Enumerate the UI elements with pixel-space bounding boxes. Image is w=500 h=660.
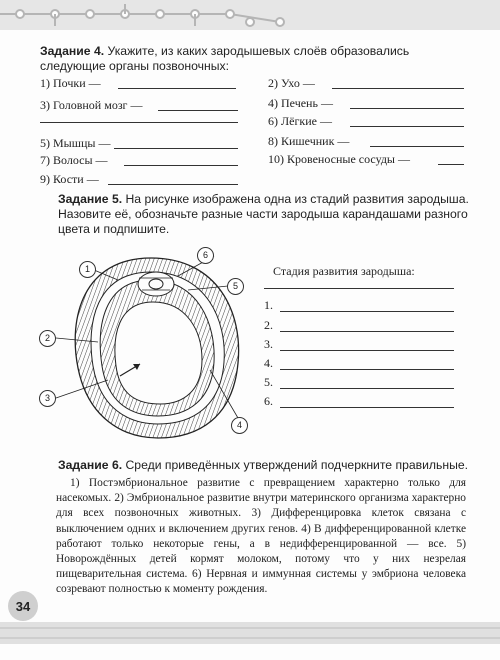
stage-title: Стадия развития зародыша: xyxy=(273,264,415,278)
answer-line[interactable] xyxy=(158,110,238,111)
stage-number-6: 6. xyxy=(264,394,273,408)
task4-item-7: 7) Волосы — xyxy=(40,153,108,167)
answer-line[interactable] xyxy=(280,369,454,370)
answer-line[interactable] xyxy=(264,288,454,289)
task4-item-9: 9) Кости — xyxy=(40,172,99,186)
task6-heading xyxy=(58,458,468,472)
answer-line[interactable] xyxy=(370,146,464,147)
bottom-decorative-bar xyxy=(0,622,500,646)
answer-line[interactable] xyxy=(114,148,238,149)
stage-number-5: 5. xyxy=(264,375,273,389)
answer-line[interactable] xyxy=(124,165,238,166)
answer-line[interactable] xyxy=(40,122,238,123)
answer-line[interactable] xyxy=(280,331,454,332)
answer-line[interactable] xyxy=(280,350,454,351)
page-number: 34 xyxy=(8,591,38,621)
task4-item-8: 8) Кишечник — xyxy=(268,134,350,148)
task5-text: На рисунке изображена одна из стадий развития зародыша. Назовите её, обозначьте разные части зародыша карандашами разного цвета и подпишите. xyxy=(58,192,469,236)
stage-number-1: 1. xyxy=(264,298,273,312)
task4-item-2: 2) Ухо — xyxy=(268,76,315,90)
task4-item-10: 10) Кровеносные сосуды — xyxy=(268,152,410,166)
task6-label: Задание 6. xyxy=(58,458,123,472)
task4-item-3: 3) Головной мозг — xyxy=(40,98,143,112)
callout-3: 3 xyxy=(39,390,56,407)
task5-heading xyxy=(58,192,472,237)
embryo-drawing xyxy=(38,238,264,446)
answer-line[interactable] xyxy=(280,407,454,408)
callout-4: 4 xyxy=(231,417,248,434)
callout-6: 6 xyxy=(197,247,214,264)
callout-2: 2 xyxy=(39,330,56,347)
answer-line[interactable] xyxy=(438,164,464,165)
task4-item-1: 1) Почки — xyxy=(40,76,101,90)
answer-line[interactable] xyxy=(280,311,454,312)
answer-line[interactable] xyxy=(280,388,454,389)
stage-number-2: 2. xyxy=(264,318,273,332)
callout-5: 5 xyxy=(227,278,244,295)
task4-item-4: 4) Печень — xyxy=(268,96,333,110)
answer-line[interactable] xyxy=(108,184,238,185)
task4-item-6: 6) Лёгкие — xyxy=(268,114,332,128)
stage-number-3: 3. xyxy=(264,337,273,351)
task5-label: Задание 5. xyxy=(58,192,123,206)
task6-statements[interactable]: 1) Постэмбриональное развитие с превращением характерно только для насекомых. 2) Эмбриональное развитие внутри материнского организма характерно для всех позвоночных животных. 3) Дифференцировка клеток связана с выключением одних и включением других генов. 4) В дифференцированной клетке работают только некоторые гены, а в недифференцированной — все. 5) Новорождённых детей кормят молоком, потому что у них незрелая пищеварительная система. 6) Нервная и иммунная системы у эмбриона человека созревают полностью к моменту рождения. xyxy=(56,477,466,596)
stage-number-4: 4. xyxy=(264,356,273,370)
answer-line[interactable] xyxy=(332,88,464,89)
callout-1: 1 xyxy=(79,261,96,278)
task6-text: Среди приведённых утверждений подчеркните правильные. xyxy=(122,458,469,472)
task4-item-5: 5) Мышцы — xyxy=(40,136,111,150)
task4-text: Укажите, из каких зародышевых слоёв образовались следующие органы позвоночных: xyxy=(40,44,410,73)
answer-line[interactable] xyxy=(118,88,236,89)
top-decorative-bar xyxy=(0,0,500,38)
answer-line[interactable] xyxy=(350,126,464,127)
task4-label: Задание 4. xyxy=(40,44,105,58)
answer-line[interactable] xyxy=(350,108,464,109)
task4-heading xyxy=(40,44,470,74)
